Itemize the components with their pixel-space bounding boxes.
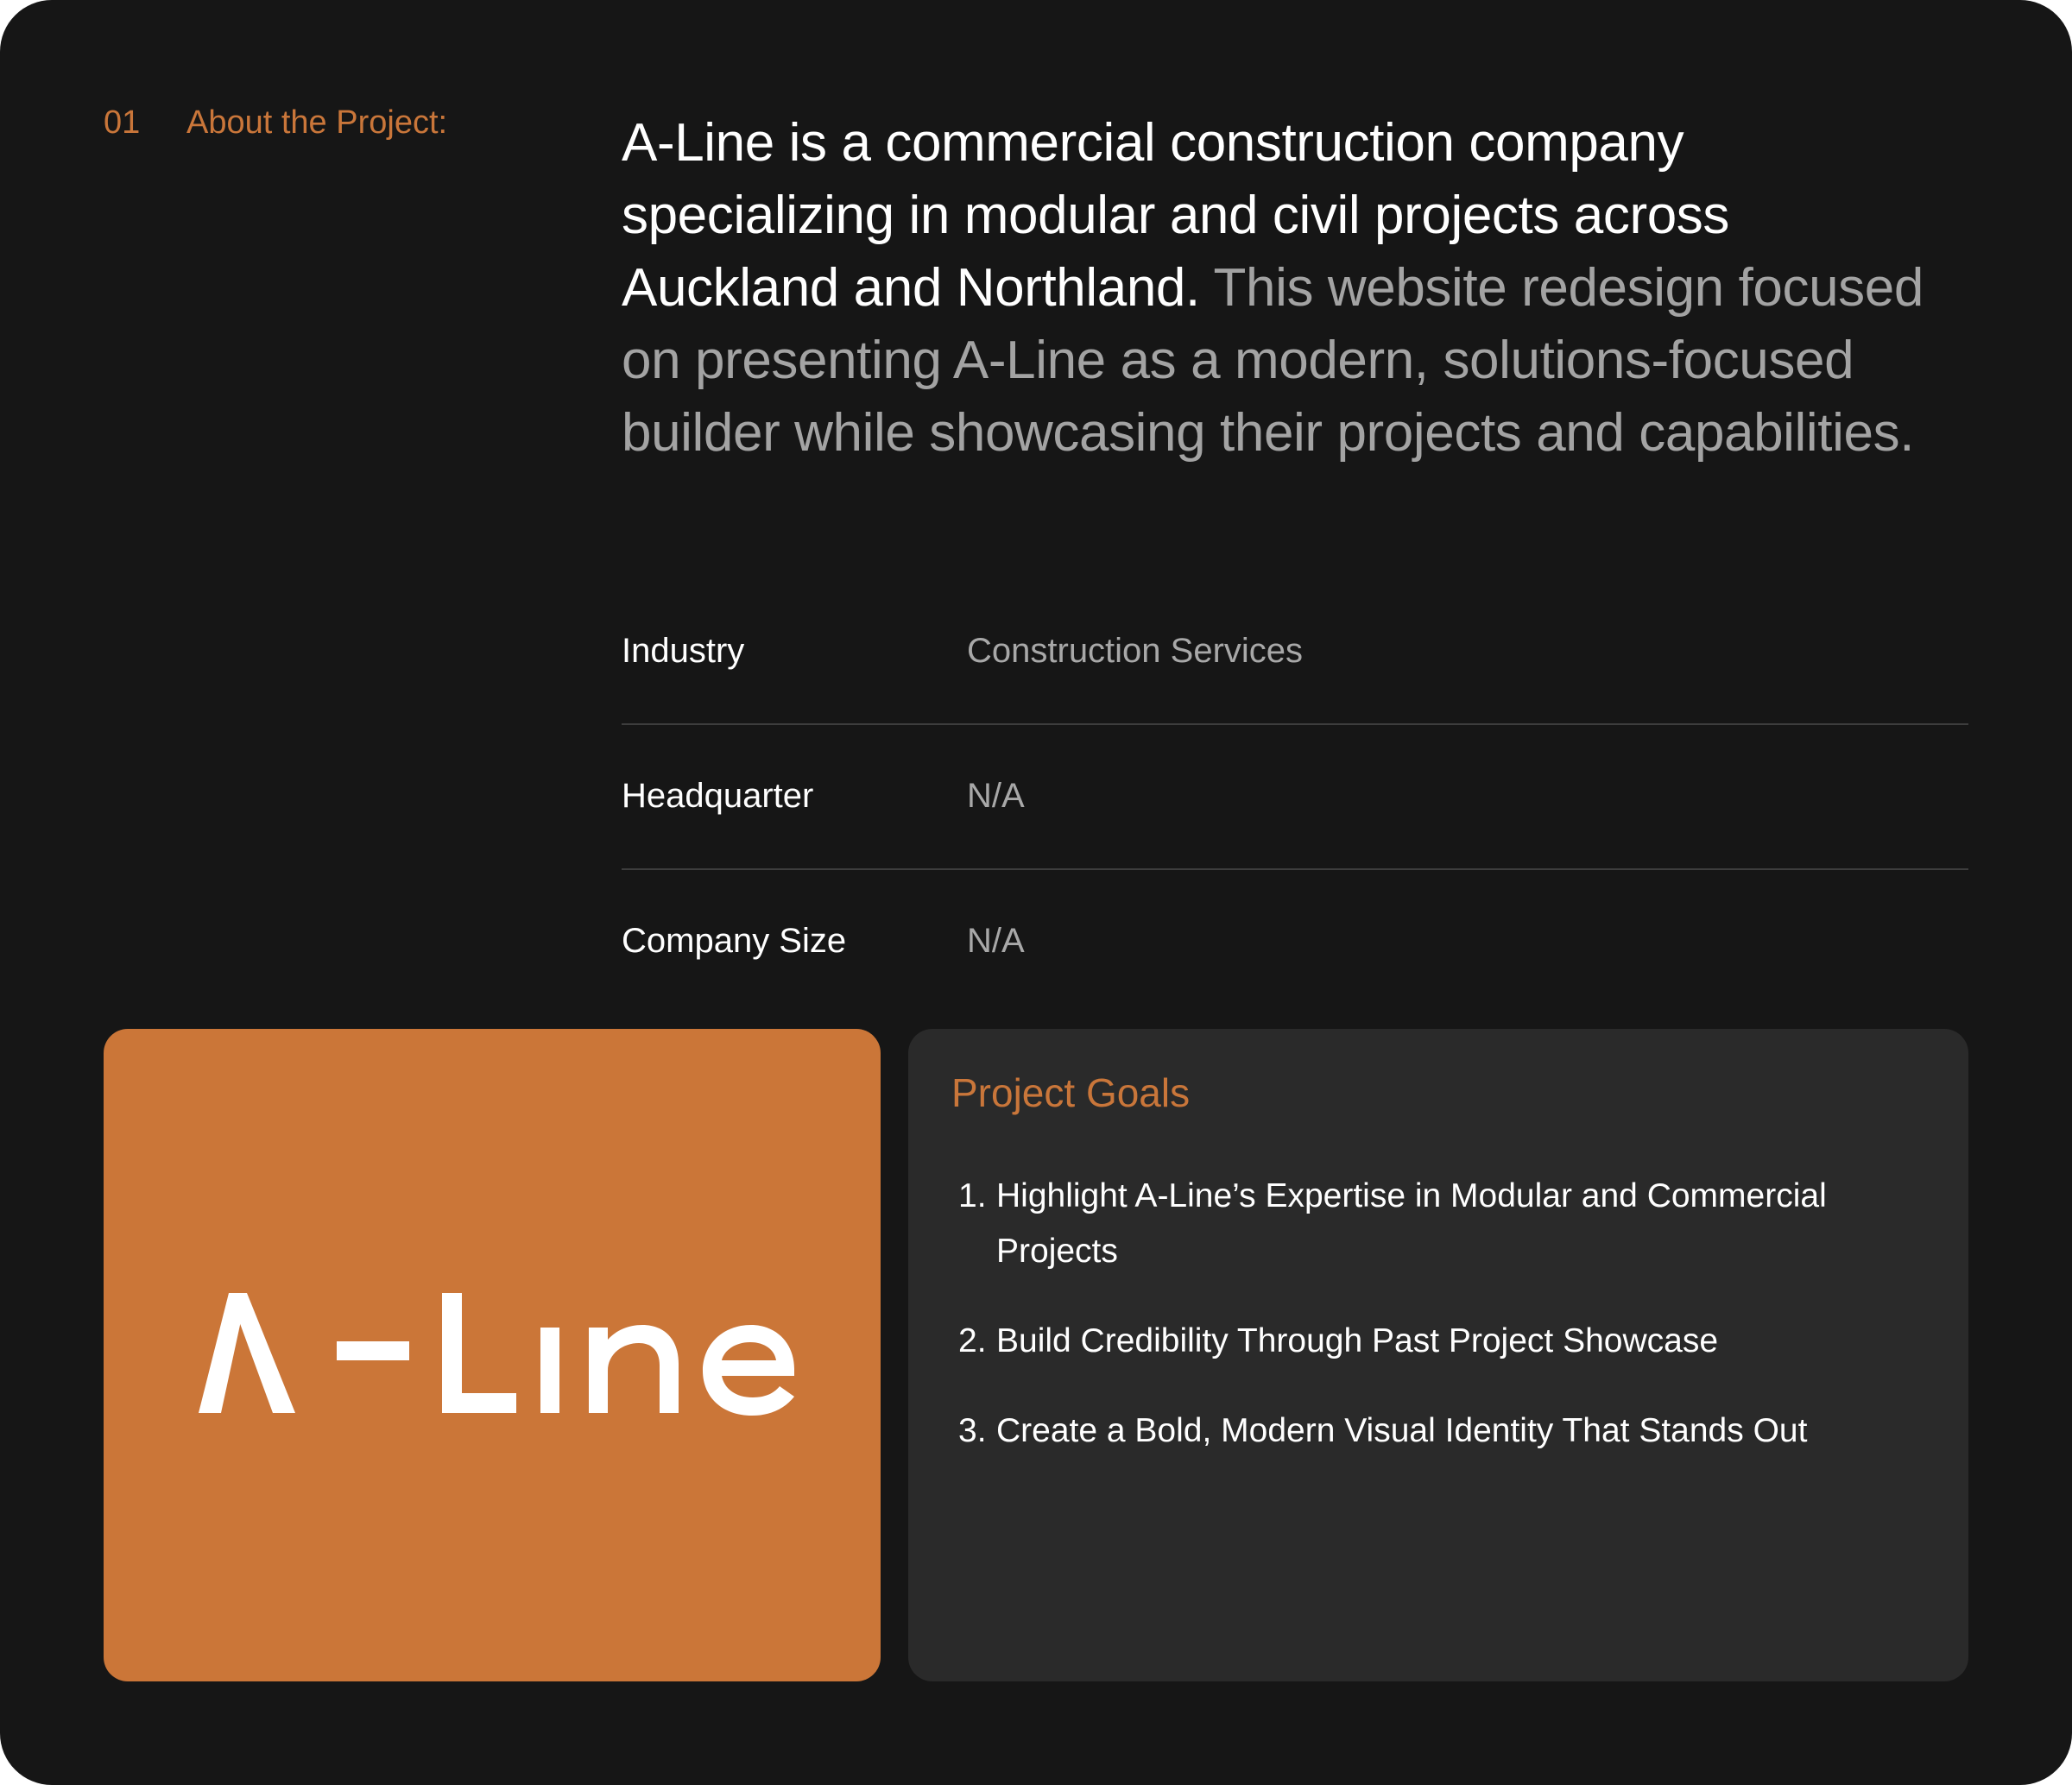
goal-item [958,1169,1917,1279]
section-label: About the Project: [186,104,448,141]
goal-text: Highlight A-Line’s Expertise in Modular and Commercial Projects [996,1177,1827,1270]
goal-item [958,1314,1917,1369]
info-row-headquarter [622,725,1968,870]
info-label: Industry [622,632,745,670]
intro-lead: A-Line is a commercial construction company specializing in modular and civil projects across Auckland and Northland. [622,113,1729,318]
goal-number: 3. [958,1412,987,1449]
goal-text: Create a Bold, Modern Visual Identity That Stands Out [996,1412,1808,1449]
goal-number: 1. [958,1177,987,1214]
info-row-company-size [622,870,1968,1015]
goal-item [958,1403,1917,1459]
info-label: Headquarter [622,777,814,815]
info-row-industry [622,582,1968,725]
goal-text: Build Credibility Through Past Project Showcase [996,1322,1719,1359]
goal-number: 2. [958,1322,987,1359]
project-info-table [622,582,1968,1015]
project-goals-card [908,1029,1968,1681]
goals-title: Project Goals [951,1070,1191,1115]
a-line-logo [199,1279,794,1426]
brand-logo-tile [104,1029,881,1681]
project-intro [622,107,1951,470]
info-label: Company Size [622,922,847,960]
goals-list [958,1169,1917,1493]
section-index: 01 [104,104,141,141]
info-value: N/A [967,922,1025,960]
info-value: Construction Services [967,632,1304,670]
intro-rest: This website redesign focused on presenting A-Line as a modern, solutions-focused builder while showcasing their projects and capabilities. [622,258,1924,463]
info-value: N/A [967,777,1025,815]
